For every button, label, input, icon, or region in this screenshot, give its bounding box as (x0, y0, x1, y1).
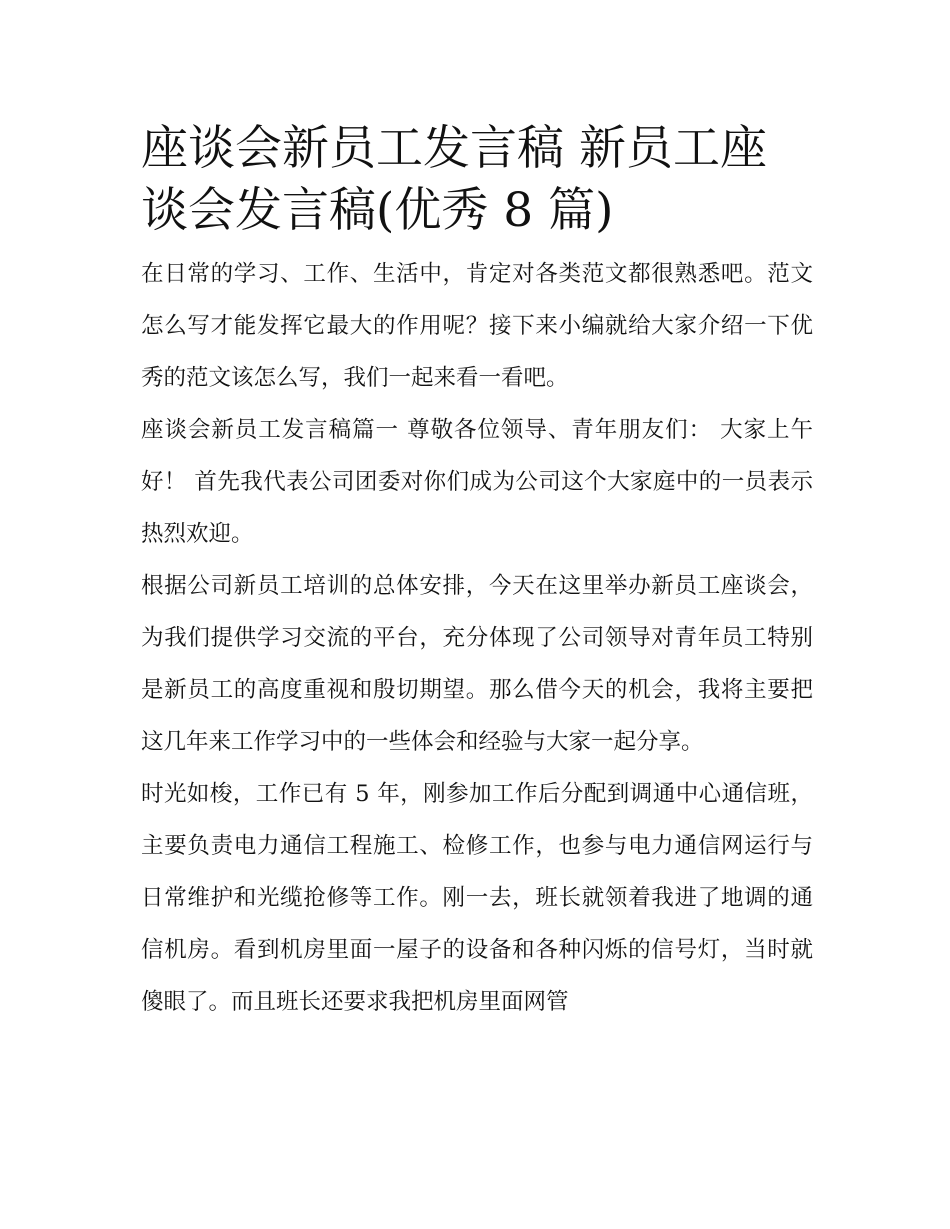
paragraph-experience: 时光如梭，工作已有 5 年，刚参加工作后分配到调通中心通信班，主要负责电力通信工程施工、检修工作，也参与电力通信网运行与日常维护和光缆抢修等工作。刚一去，班长就领着我进了地调的通信机房。看到机房里面一屋子的设备和各种闪烁的信号灯，当时就傻眼了。而且班长还要求我把机房里面网管 (141, 781, 813, 1015)
document-title: 座谈会新员工发言稿 新员工座谈会发言稿(优秀 8 篇) (141, 121, 767, 238)
paragraph-greeting: 座谈会新员工发言稿篇一 尊敬各位领导、青年朋友们： 大家上午好！ 首先我代表公司团委对你们成为公司这个大家庭中的一员表示热烈欢迎。 (141, 417, 813, 547)
paragraph-purpose: 根据公司新员工培训的总体安排，今天在这里举办新员工座谈会，为我们提供学习交流的平台，充分体现了公司领导对青年员工特别是新员工的高度重视和殷切期望。那么借今天的机会，我将主要把这几年来工作学习中的一些体会和经验与大家一起分享。 (141, 573, 813, 755)
paragraph-intro: 在日常的学习、工作、生活中，肯定对各类范文都很熟悉吧。范文怎么写才能发挥它最大的作用呢？接下来小编就给大家介绍一下优秀的范文该怎么写，我们一起来看一看吧。 (141, 261, 813, 391)
document-body (141, 118, 813, 1028)
